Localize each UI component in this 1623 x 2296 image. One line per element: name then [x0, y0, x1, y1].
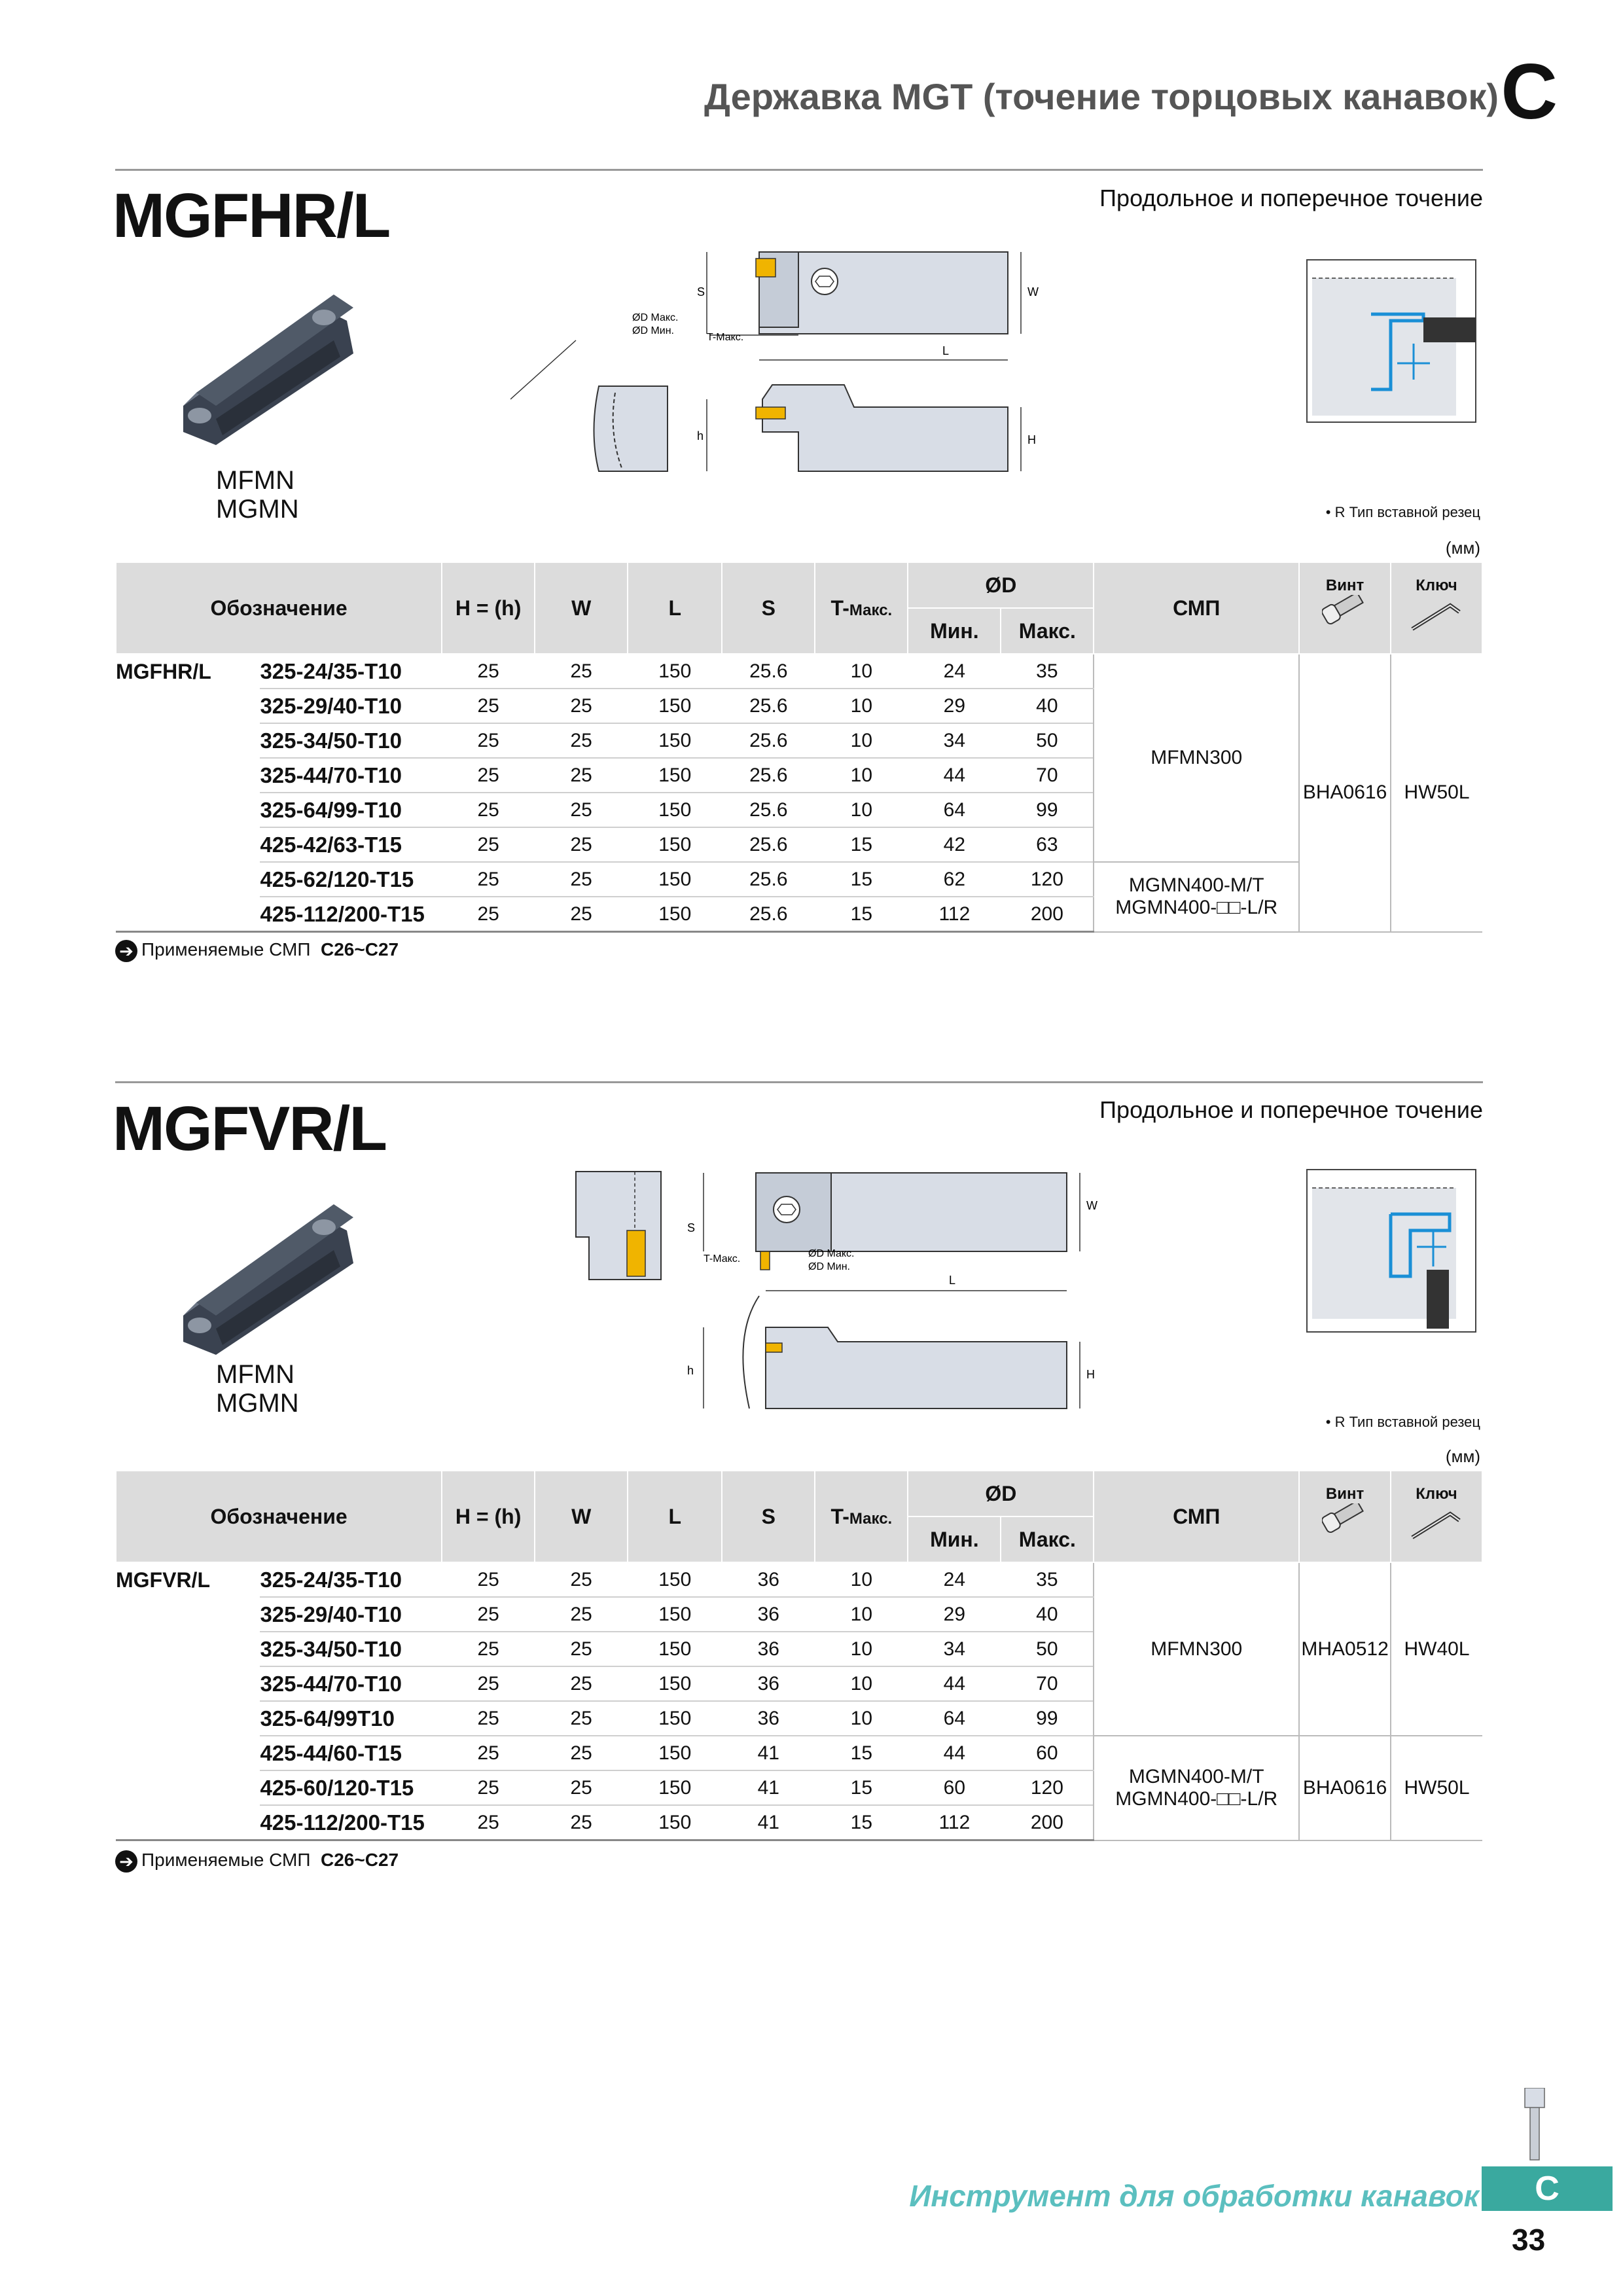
cell-w: 25 — [535, 897, 628, 932]
footer-section-tab[interactable]: C — [1482, 2166, 1613, 2211]
cell-d-min: 42 — [908, 827, 1001, 862]
series-label — [116, 793, 260, 827]
footnote: • R Тип вставной резец — [1325, 504, 1480, 520]
cell-l: 150 — [628, 654, 722, 689]
col-min: Мин. — [908, 1516, 1001, 1562]
cell-w: 25 — [535, 1701, 628, 1736]
cell-s: 25.6 — [722, 689, 815, 723]
cell-l: 150 — [628, 1805, 722, 1840]
dim-d-max: ØD Макс. — [808, 1248, 855, 1259]
cell-d-max: 40 — [1001, 689, 1094, 723]
cell-d-min: 44 — [908, 1736, 1001, 1770]
divider — [115, 169, 1483, 171]
cell-designation: 425-62/120-T15 — [260, 862, 442, 897]
table-row — [116, 1736, 1482, 1770]
section-subtitle: Продольное и поперечное точение — [1099, 1096, 1483, 1123]
cell-h: 25 — [442, 654, 535, 689]
cell-screw: MHA0512 — [1299, 1562, 1391, 1736]
cell-h: 25 — [442, 1805, 535, 1840]
cell-t-max: 10 — [815, 1597, 908, 1632]
insert-code: MGMN400-M/T — [1128, 1765, 1264, 1787]
section-letter: C — [1501, 48, 1558, 135]
dim-h: h — [697, 429, 704, 442]
dim-t-max: T-Макс. — [707, 332, 744, 343]
cell-w: 25 — [535, 1736, 628, 1770]
col-t-max — [815, 562, 908, 654]
col-w: W — [535, 562, 628, 654]
cell-w: 25 — [535, 1770, 628, 1805]
cell-s: 25.6 — [722, 758, 815, 793]
cell-designation: 325-24/35-T10 — [260, 654, 442, 689]
col-key-label: Ключ — [1416, 577, 1457, 594]
cell-h: 25 — [442, 1562, 535, 1597]
cell-d-min: 44 — [908, 1666, 1001, 1701]
applicable-label: Применяемые СМП — [141, 1850, 311, 1870]
series-label — [116, 1632, 260, 1666]
cell-d-min: 64 — [908, 1701, 1001, 1736]
col-insert: СМП — [1094, 1471, 1299, 1562]
application-diagram — [1306, 259, 1479, 425]
cell-t-max: 15 — [815, 1805, 908, 1840]
col-max: Макс. — [1001, 1516, 1094, 1562]
cell-insert: MFMN300 — [1094, 654, 1299, 862]
cell-w: 25 — [535, 654, 628, 689]
cell-l: 150 — [628, 827, 722, 862]
dim-h-big: H — [1086, 1368, 1095, 1381]
cell-d-min: 29 — [908, 689, 1001, 723]
cell-designation: 325-24/35-T10 — [260, 1562, 442, 1597]
series-label — [116, 862, 260, 897]
cell-h: 25 — [442, 862, 535, 897]
series-label — [116, 1701, 260, 1736]
footer-title: Инструмент для обработки канавок — [909, 2179, 1479, 2213]
series-label: MGFVR/L — [116, 1568, 210, 1592]
insert-code: MGMN400-M/T — [1128, 874, 1264, 897]
hex-key-icon — [1407, 1503, 1466, 1543]
dim-d-max: ØD Макс. — [632, 312, 679, 323]
cell-d-max: 50 — [1001, 1632, 1094, 1666]
cell-designation: 325-29/40-T10 — [260, 1597, 442, 1632]
insert-code: MGMN400-□□-L/R — [1115, 897, 1278, 919]
tool-drawing — [510, 236, 1217, 484]
cell-h: 25 — [442, 897, 535, 932]
insert-label: MFMN — [216, 466, 294, 495]
cell-s: 36 — [722, 1597, 815, 1632]
applicable-inserts — [115, 939, 399, 962]
col-min: Мин. — [908, 608, 1001, 654]
col-designation: Обозначение — [116, 562, 442, 654]
cell-d-min: 112 — [908, 897, 1001, 932]
cell-d-max: 200 — [1001, 897, 1094, 932]
col-max: Макс. — [1001, 608, 1094, 654]
cell-designation: 425-42/63-T15 — [260, 827, 442, 862]
cell-designation: 425-112/200-T15 — [260, 1805, 442, 1840]
col-t-prefix: T- — [830, 1504, 849, 1528]
cell-h: 25 — [442, 1701, 535, 1736]
series-label — [116, 1736, 260, 1770]
col-s: S — [722, 562, 815, 654]
cell-d-min: 64 — [908, 793, 1001, 827]
cell-d-max: 200 — [1001, 1805, 1094, 1840]
cell-w: 25 — [535, 1666, 628, 1701]
cell-t-max: 15 — [815, 827, 908, 862]
cell-t-max: 10 — [815, 723, 908, 758]
col-designation: Обозначение — [116, 1471, 442, 1562]
series-label — [116, 827, 260, 862]
cell-t-max: 10 — [815, 654, 908, 689]
col-od: ØD — [908, 1471, 1094, 1516]
cell-t-max: 10 — [815, 1666, 908, 1701]
cell-screw: BHA0616 — [1299, 654, 1391, 932]
dim-w: W — [1027, 285, 1039, 298]
section-title-mgfvr: MGFVR/L — [113, 1094, 386, 1164]
col-h: H = (h) — [442, 562, 535, 654]
cell-l: 150 — [628, 758, 722, 793]
cell-d-max: 70 — [1001, 1666, 1094, 1701]
cell-designation: 325-44/70-T10 — [260, 1666, 442, 1701]
cell-s: 25.6 — [722, 862, 815, 897]
cell-s: 36 — [722, 1632, 815, 1666]
cell-designation: 325-64/99-T10 — [260, 793, 442, 827]
col-s: S — [722, 1471, 815, 1562]
cell-key: HW50L — [1391, 654, 1482, 932]
cell-d-max: 120 — [1001, 1770, 1094, 1805]
col-t-max — [815, 1471, 908, 1562]
cell-w: 25 — [535, 1805, 628, 1840]
cell-d-min: 34 — [908, 1632, 1001, 1666]
cell-screw: BHA0616 — [1299, 1736, 1391, 1840]
col-insert: СМП — [1094, 562, 1299, 654]
cell-t-max: 10 — [815, 1562, 908, 1597]
tool-drawing — [569, 1165, 1211, 1420]
cell-designation: 425-112/200-T15 — [260, 897, 442, 932]
screw-icon — [1322, 595, 1368, 634]
insert-label: MFMN — [216, 1360, 294, 1389]
cell-designation: 325-44/70-T10 — [260, 758, 442, 793]
cell-s: 25.6 — [722, 723, 815, 758]
dim-l: L — [942, 344, 950, 357]
cell-s: 25.6 — [722, 897, 815, 932]
footnote: • R Тип вставной резец — [1325, 1414, 1480, 1430]
series-label: MGFHR/L — [116, 659, 211, 683]
cell-h: 25 — [442, 723, 535, 758]
series-label — [116, 723, 260, 758]
cell-s: 25.6 — [722, 654, 815, 689]
divider — [115, 1081, 1483, 1083]
insert-image — [157, 1178, 366, 1355]
cell-insert — [1094, 862, 1299, 932]
col-l: L — [628, 562, 722, 654]
cell-t-max: 10 — [815, 689, 908, 723]
cell-d-max: 63 — [1001, 827, 1094, 862]
series-label — [116, 689, 260, 723]
spec-table — [115, 562, 1483, 933]
cell-designation: 325-64/99T10 — [260, 1701, 442, 1736]
dim-s: S — [687, 1221, 696, 1234]
cell-l: 150 — [628, 723, 722, 758]
cell-designation: 425-44/60-T15 — [260, 1736, 442, 1770]
page-title: Державка MGT (точение торцовых канавок) — [704, 76, 1499, 117]
cell-w: 25 — [535, 827, 628, 862]
page-number: 33 — [1512, 2223, 1546, 2257]
insert-label: MGMN — [216, 1389, 299, 1418]
cell-w: 25 — [535, 1562, 628, 1597]
cell-t-max: 15 — [815, 1770, 908, 1805]
cell-w: 25 — [535, 723, 628, 758]
insert-label-group — [216, 466, 299, 524]
page-header — [0, 39, 1558, 135]
applicable-label: Применяемые СМП — [141, 939, 311, 960]
series-label — [116, 758, 260, 793]
cell-t-max: 10 — [815, 1632, 908, 1666]
col-h: H = (h) — [442, 1471, 535, 1562]
col-l: L — [628, 1471, 722, 1562]
tool-thumbnail-icon — [1518, 2088, 1551, 2166]
dim-l: L — [949, 1274, 956, 1287]
cell-l: 150 — [628, 897, 722, 932]
dim-h: h — [687, 1364, 694, 1377]
table-row — [116, 1562, 1482, 1597]
applicable-inserts — [115, 1850, 399, 1873]
col-screw-label: Винт — [1325, 577, 1364, 594]
cell-s: 36 — [722, 1562, 815, 1597]
cell-designation: 425-60/120-T15 — [260, 1770, 442, 1805]
cell-s: 41 — [722, 1736, 815, 1770]
cell-d-max: 35 — [1001, 1562, 1094, 1597]
cell-l: 150 — [628, 793, 722, 827]
cell-designation: 325-34/50-T10 — [260, 1632, 442, 1666]
dim-t-max: T-Макс. — [704, 1253, 741, 1265]
cell-d-min: 34 — [908, 723, 1001, 758]
col-screw — [1299, 1471, 1391, 1562]
cell-d-min: 24 — [908, 1562, 1001, 1597]
cell-h: 25 — [442, 1666, 535, 1701]
cell-l: 150 — [628, 862, 722, 897]
cell-h: 25 — [442, 758, 535, 793]
cell-w: 25 — [535, 1597, 628, 1632]
cell-h: 25 — [442, 1597, 535, 1632]
cell-d-min: 44 — [908, 758, 1001, 793]
cell-designation: 325-29/40-T10 — [260, 689, 442, 723]
cell-t-max: 15 — [815, 1736, 908, 1770]
cell-l: 150 — [628, 1632, 722, 1666]
col-w: W — [535, 1471, 628, 1562]
screw-icon — [1322, 1503, 1368, 1543]
cell-d-min: 60 — [908, 1770, 1001, 1805]
col-t-sub: Макс. — [849, 1509, 893, 1528]
cell-insert — [1094, 1736, 1299, 1840]
cell-d-min: 29 — [908, 1597, 1001, 1632]
cell-d-max: 120 — [1001, 862, 1094, 897]
unit-label: (мм) — [1445, 538, 1480, 558]
cell-h: 25 — [442, 827, 535, 862]
dim-d-min: ØD Мин. — [632, 325, 674, 336]
cell-d-max: 60 — [1001, 1736, 1094, 1770]
applicable-pages[interactable]: C26~C27 — [321, 1850, 399, 1870]
col-key — [1391, 562, 1482, 654]
cell-d-max: 99 — [1001, 1701, 1094, 1736]
col-t-sub: Макс. — [849, 601, 893, 619]
cell-h: 25 — [442, 1736, 535, 1770]
cell-d-min: 112 — [908, 1805, 1001, 1840]
cell-key: HW50L — [1391, 1736, 1482, 1840]
cell-h: 25 — [442, 1632, 535, 1666]
cell-l: 150 — [628, 1666, 722, 1701]
section-title-mgfhr: MGFHR/L — [113, 181, 390, 251]
col-od: ØD — [908, 562, 1094, 608]
cell-w: 25 — [535, 793, 628, 827]
cell-t-max: 15 — [815, 897, 908, 932]
applicable-pages[interactable]: C26~C27 — [321, 939, 399, 960]
col-t-prefix: T- — [830, 596, 849, 620]
cell-l: 150 — [628, 1736, 722, 1770]
hex-key-icon — [1407, 595, 1466, 634]
cell-h: 25 — [442, 793, 535, 827]
cell-w: 25 — [535, 689, 628, 723]
series-label — [116, 1805, 260, 1840]
insert-image — [157, 268, 366, 445]
col-screw — [1299, 562, 1391, 654]
cell-t-max: 10 — [815, 793, 908, 827]
series-label — [116, 1597, 260, 1632]
cell-d-max: 99 — [1001, 793, 1094, 827]
cell-s: 25.6 — [722, 827, 815, 862]
cell-s: 36 — [722, 1701, 815, 1736]
series-label — [116, 897, 260, 932]
col-key — [1391, 1471, 1482, 1562]
cell-key: HW40L — [1391, 1562, 1482, 1736]
cell-t-max: 10 — [815, 758, 908, 793]
insert-label: MGMN — [216, 495, 299, 524]
cell-d-min: 62 — [908, 862, 1001, 897]
cell-designation: 325-34/50-T10 — [260, 723, 442, 758]
table-row — [116, 862, 1482, 897]
insert-label-group — [216, 1360, 299, 1418]
cell-s: 25.6 — [722, 793, 815, 827]
cell-l: 150 — [628, 1562, 722, 1597]
cell-w: 25 — [535, 1632, 628, 1666]
cell-l: 150 — [628, 689, 722, 723]
dim-h-big: H — [1027, 433, 1036, 446]
col-screw-label: Винт — [1325, 1485, 1364, 1503]
spec-table — [115, 1470, 1483, 1841]
cell-w: 25 — [535, 862, 628, 897]
cell-h: 25 — [442, 1770, 535, 1805]
cell-w: 25 — [535, 758, 628, 793]
cell-d-min: 24 — [908, 654, 1001, 689]
insert-code: MGMN400-□□-L/R — [1115, 1787, 1278, 1810]
section-subtitle: Продольное и поперечное точение — [1099, 185, 1483, 211]
cell-t-max: 10 — [815, 1701, 908, 1736]
cell-s: 41 — [722, 1805, 815, 1840]
cell-insert: MFMN300 — [1094, 1562, 1299, 1736]
application-diagram — [1306, 1168, 1479, 1335]
series-label — [116, 1770, 260, 1805]
col-key-label: Ключ — [1416, 1485, 1457, 1503]
dim-s: S — [697, 285, 705, 298]
cell-l: 150 — [628, 1701, 722, 1736]
dim-w: W — [1086, 1199, 1097, 1212]
cell-d-max: 70 — [1001, 758, 1094, 793]
cell-h: 25 — [442, 689, 535, 723]
table-row — [116, 654, 1482, 689]
cell-s: 36 — [722, 1666, 815, 1701]
cell-d-max: 50 — [1001, 723, 1094, 758]
cell-d-max: 40 — [1001, 1597, 1094, 1632]
unit-label: (мм) — [1445, 1446, 1480, 1466]
cell-l: 150 — [628, 1597, 722, 1632]
arrow-icon: ➔ — [115, 1850, 137, 1873]
dim-d-min: ØD Мин. — [808, 1261, 850, 1272]
cell-d-max: 35 — [1001, 654, 1094, 689]
cell-t-max: 15 — [815, 862, 908, 897]
cell-s: 41 — [722, 1770, 815, 1805]
arrow-icon: ➔ — [115, 940, 137, 962]
cell-l: 150 — [628, 1770, 722, 1805]
series-label — [116, 1666, 260, 1701]
